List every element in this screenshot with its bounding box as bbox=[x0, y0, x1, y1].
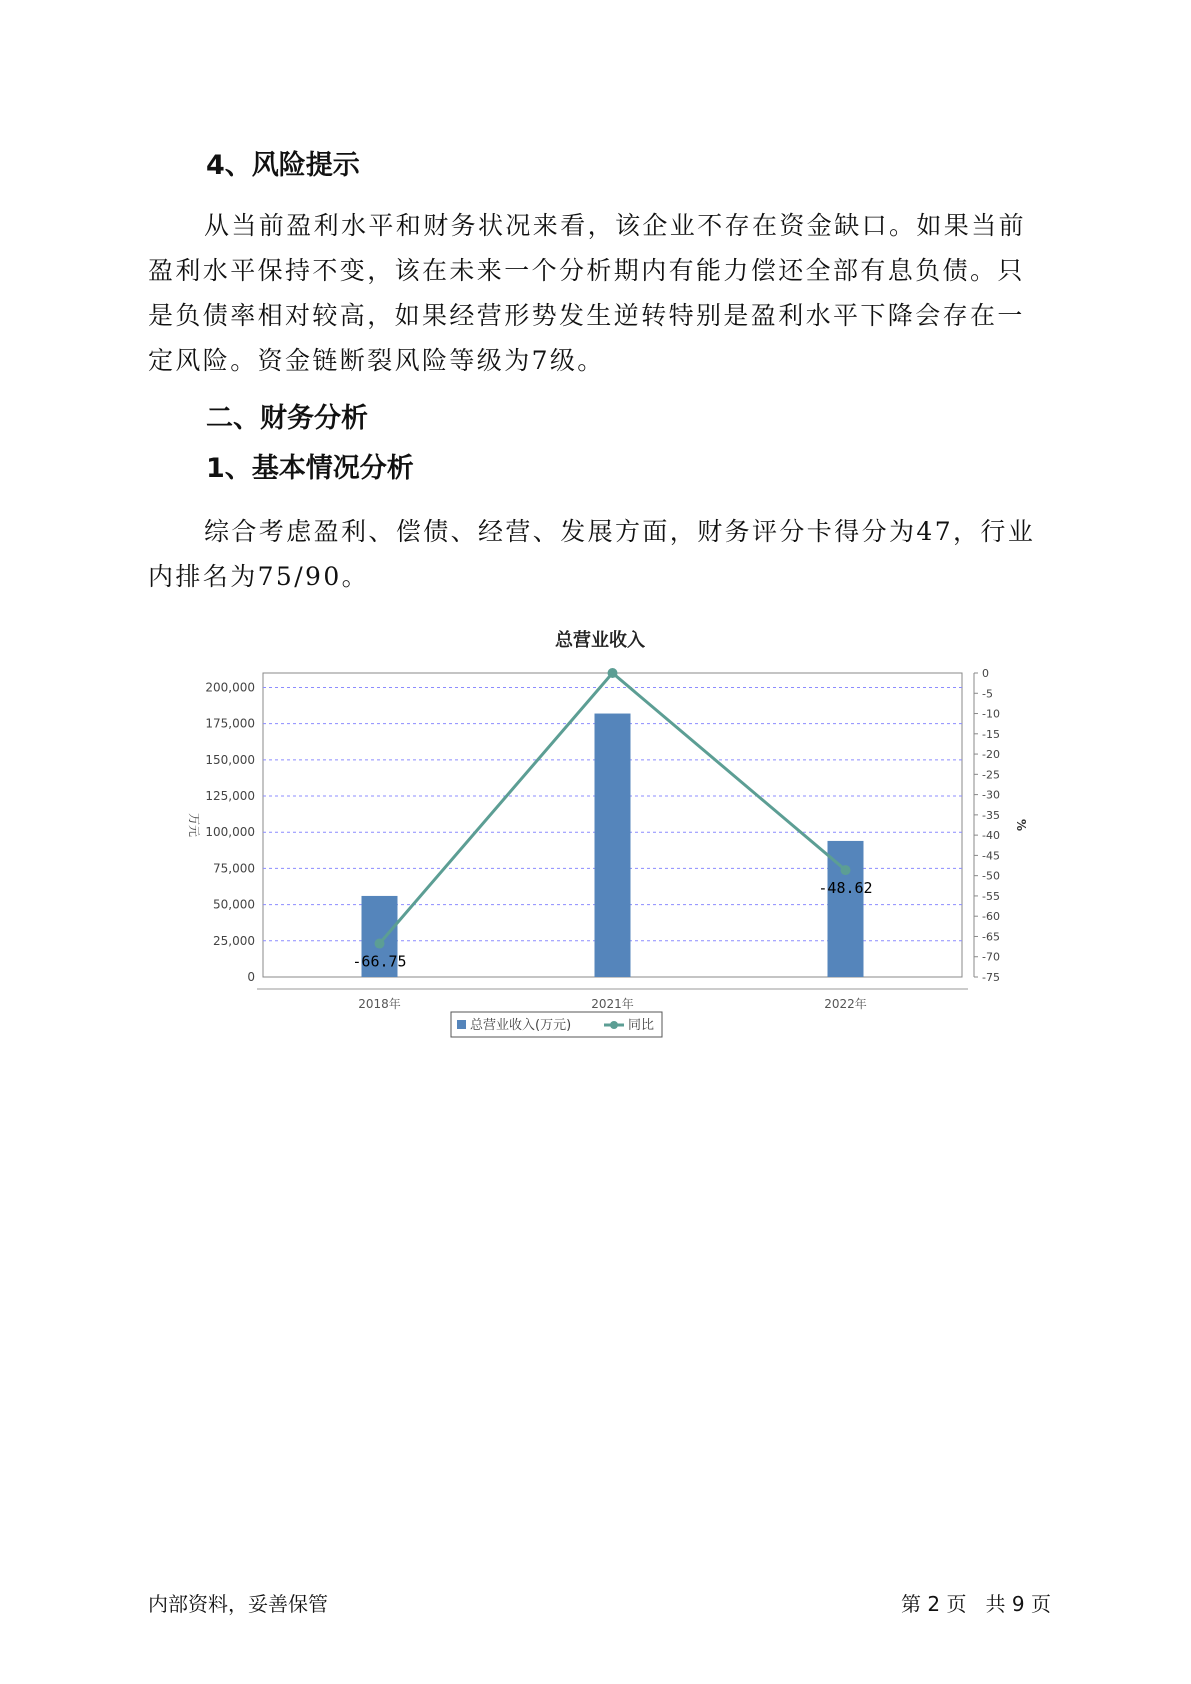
revenue-chart bbox=[172, 617, 1032, 1077]
y2-tick-label: -45 bbox=[982, 849, 1000, 863]
y2-tick-label: -55 bbox=[982, 889, 1000, 903]
section-heading-financial-analysis: 二、财务分析 bbox=[206, 403, 368, 434]
legend-label-yoy: 同比 bbox=[628, 1018, 655, 1033]
y2-tick-label: -20 bbox=[982, 748, 1000, 762]
y2-tick-label: -75 bbox=[982, 971, 1000, 984]
section-heading-risk: 4、风险提示 bbox=[206, 150, 360, 181]
section-heading-basic-analysis: 1、基本情况分析 bbox=[206, 453, 414, 484]
x-tick-label: 2021年 bbox=[591, 997, 634, 1011]
y2-tick-label: -70 bbox=[982, 950, 1000, 964]
point-yoy bbox=[841, 865, 851, 875]
y2-tick-label: -10 bbox=[982, 707, 1000, 721]
x-tick-label: 2022年 bbox=[824, 997, 867, 1011]
y2-tick-label: -30 bbox=[982, 788, 1000, 802]
y-axis-label: 万元 bbox=[187, 812, 201, 838]
y2-tick-label: -40 bbox=[982, 829, 1000, 843]
legend-swatch-revenue bbox=[457, 1020, 466, 1029]
y2-tick-label: 0 bbox=[982, 667, 989, 680]
legend-label-revenue: 总营业收入(万元) bbox=[470, 1018, 572, 1033]
y2-tick-label: -35 bbox=[982, 808, 1000, 822]
point-yoy bbox=[375, 939, 385, 949]
point-yoy bbox=[608, 668, 618, 678]
y-tick-label: 175,000 bbox=[205, 716, 255, 731]
footer-page-number: 第 2 页 共 9 页 bbox=[901, 1592, 1051, 1616]
y-tick-label: 100,000 bbox=[205, 825, 255, 840]
y-tick-label: 0 bbox=[247, 970, 255, 984]
y-tick-label: 150,000 bbox=[205, 752, 255, 767]
y2-tick-label: -25 bbox=[982, 768, 1000, 782]
data-label-yoy: -48.62 bbox=[818, 879, 873, 898]
chart-title: 总营业收入 bbox=[555, 630, 645, 651]
y2-tick-label: -5 bbox=[982, 687, 993, 701]
y2-tick-label: -50 bbox=[982, 869, 1000, 883]
y2-axis-label: % bbox=[1014, 818, 1028, 832]
data-label-yoy: -66.75 bbox=[352, 952, 407, 971]
basic-paragraph: 综合考虑盈利、偿债、经营、发展方面，财务评分卡得分为47，行业内排名为75/90。 bbox=[148, 517, 1036, 591]
y-tick-label: 25,000 bbox=[213, 933, 255, 948]
legend-marker-yoy bbox=[610, 1021, 618, 1029]
y-tick-label: 125,000 bbox=[205, 789, 255, 804]
y2-tick-label: -60 bbox=[982, 910, 1000, 924]
y-tick-label: 200,000 bbox=[205, 680, 255, 695]
y-tick-label: 50,000 bbox=[213, 897, 255, 912]
bar-revenue bbox=[595, 714, 631, 977]
y-tick-label: 75,000 bbox=[213, 861, 255, 876]
y2-tick-label: -15 bbox=[982, 727, 1000, 741]
x-tick-label: 2018年 bbox=[358, 997, 401, 1011]
risk-paragraph: 从当前盈利水平和财务状况来看，该企业不存在资金缺口。如果当前盈利水平保持不变，该在未来一个分析期内有能力偿还全部有息负债。只是负债率相对较高，如果经营形势发生逆转特别是盈利水平下降会存在一定风险。资金链断裂风险等级为7级。 bbox=[148, 211, 1027, 375]
y2-tick-label: -65 bbox=[982, 930, 1000, 944]
footer-confidential-note: 内部资料，妥善保管 bbox=[148, 1592, 328, 1616]
